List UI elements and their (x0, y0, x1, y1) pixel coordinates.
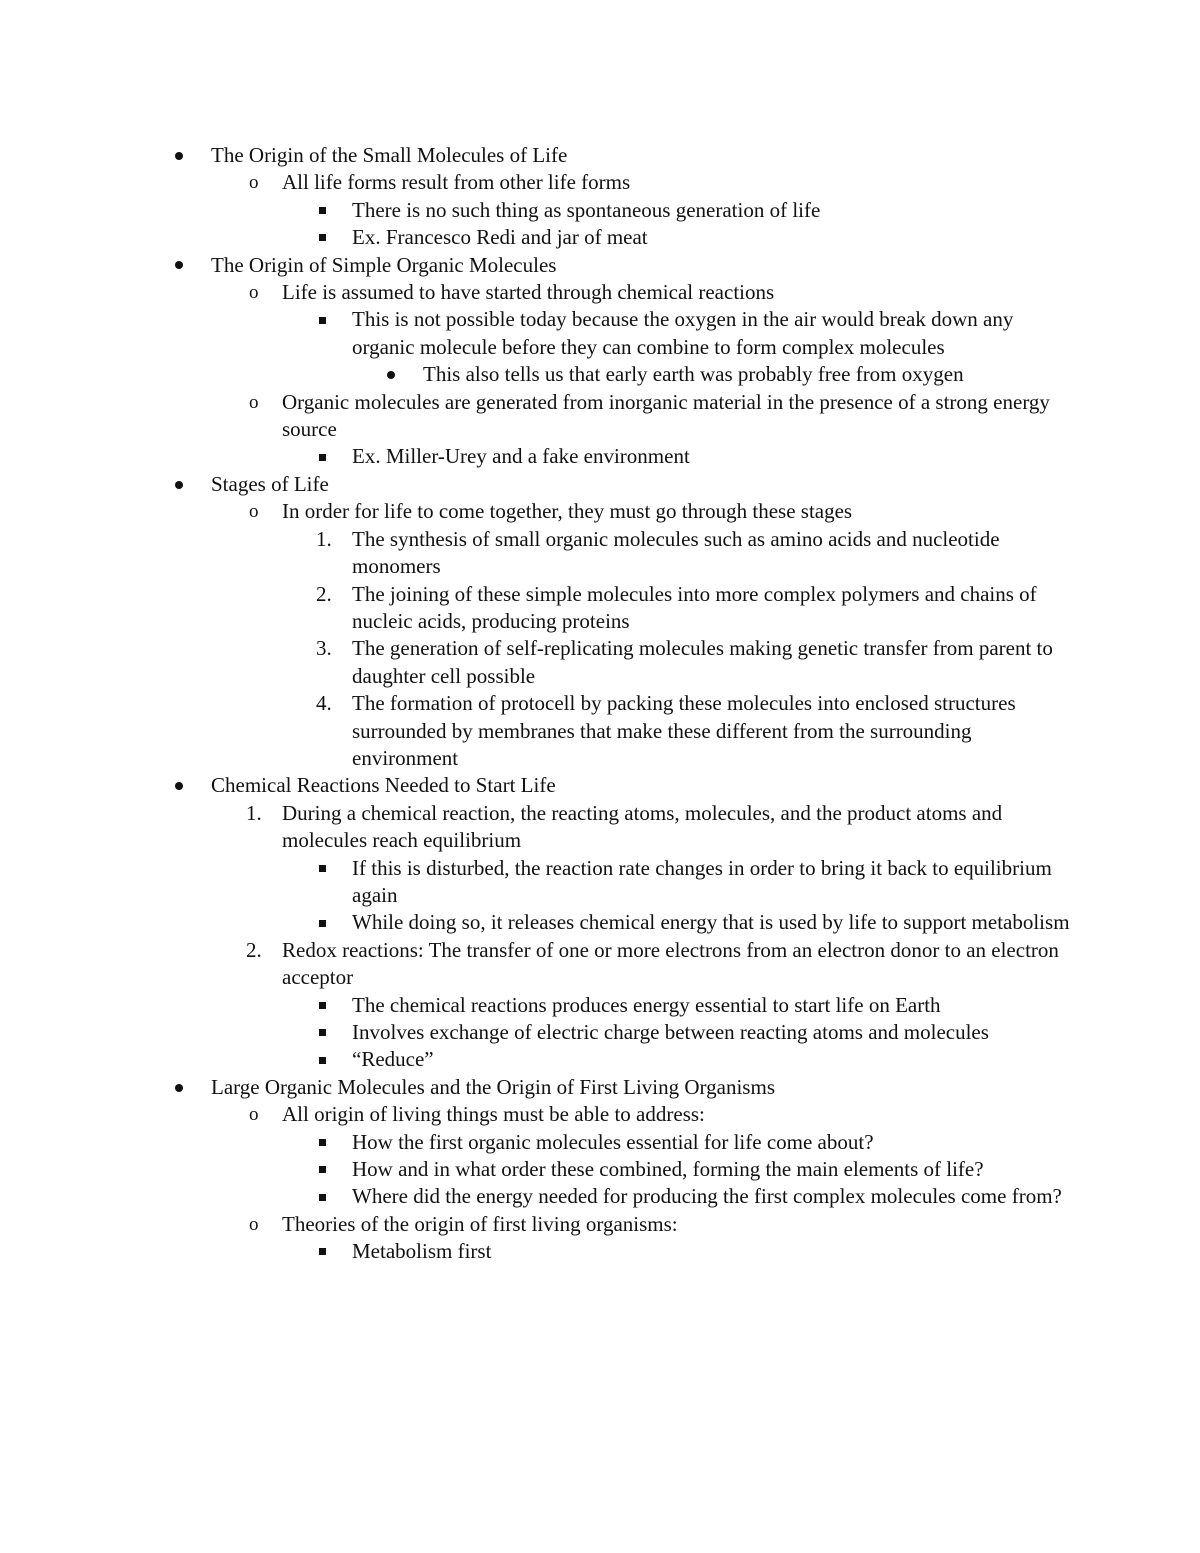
list-item-text: Metabolism first (352, 1239, 492, 1264)
list-item (0, 690, 1200, 772)
list-item (0, 1046, 1200, 1073)
list-item-text: This is not possible today because the oxygen in the air would break down any organic molecule before they can combine to form complex molecules (352, 307, 1014, 359)
list-item (0, 581, 1200, 636)
square-bullet-icon (319, 306, 326, 333)
hollow-o-bullet-icon: o (249, 501, 259, 523)
list-item-text: How and in what order these combined, forming the main elements of life? (352, 1157, 984, 1182)
list-item-text: Involves exchange of electric charge between reacting atoms and molecules (352, 1020, 989, 1044)
list-item (0, 1183, 1200, 1210)
hollow-o-bullet-icon: o (249, 282, 259, 304)
list-item (0, 361, 1200, 388)
list-item (0, 992, 1200, 1019)
square-bullet-icon (319, 1183, 326, 1210)
list-item-text: There is no such thing as spontaneous generation of life (352, 197, 821, 222)
filled-circle-bullet-icon (175, 471, 183, 498)
list-item (0, 389, 1200, 444)
square-bullet-icon (319, 224, 326, 251)
list-item-text: Ex. Francesco Redi and jar of meat (352, 225, 648, 250)
list-item (0, 1129, 1200, 1156)
square-bullet-icon (319, 1129, 326, 1156)
list-item-text: While doing so, it releases chemical energy that is used by life to support metabolism (352, 910, 1070, 935)
list-number: 1. (316, 526, 332, 551)
filled-circle-bullet-icon (175, 252, 183, 279)
square-bullet-icon (319, 1156, 326, 1183)
list-number: 2. (246, 937, 262, 962)
list-item (0, 498, 1200, 525)
list-item (0, 1238, 1200, 1265)
list-number: 1. (246, 800, 262, 825)
list-item (0, 635, 1200, 690)
square-bullet-icon (319, 1238, 326, 1265)
list-item-text: All life forms result from other life forms (282, 170, 631, 195)
list-item-text: “Reduce” (352, 1047, 434, 1072)
list-item (0, 526, 1200, 581)
list-item (0, 855, 1200, 910)
list-item-text: The Origin of the Small Molecules of Life (211, 143, 568, 167)
document-body (0, 142, 1200, 1266)
square-bullet-icon (319, 855, 326, 882)
list-number: 2. (316, 581, 332, 606)
list-item-text: If this is disturbed, the reaction rate changes in order to bring it back to equilibrium again (352, 855, 1052, 907)
list-item (0, 1101, 1200, 1128)
list-number: 4. (316, 691, 332, 716)
hollow-o-bullet-icon: o (249, 1104, 259, 1126)
list-item (0, 306, 1200, 361)
hollow-o-bullet-icon: o (249, 172, 259, 194)
hollow-o-bullet-icon: o (249, 1213, 259, 1235)
list-item (0, 772, 1200, 799)
list-item-text: Where did the energy needed for producing the first complex molecules come from? (352, 1184, 1062, 1209)
filled-circle-bullet-icon (175, 142, 183, 169)
list-item-text: The Origin of Simple Organic Molecules (211, 252, 557, 277)
list-item-text: The synthesis of small organic molecules such as amino acids and nucleotide monomers (352, 526, 1000, 579)
list-item (0, 471, 1200, 498)
hollow-o-bullet-icon: o (249, 391, 259, 413)
list-item (0, 224, 1200, 251)
list-item (0, 443, 1200, 470)
list-item (0, 909, 1200, 936)
list-item-text: Stages of Life (211, 471, 329, 496)
list-item-text: During a chemical reaction, the reacting atoms, molecules, and the product atoms and molecules reach equilibrium (282, 800, 1003, 853)
list-item-text: How the first organic molecules essential for life come about? (352, 1129, 874, 1154)
list-item-text: Ex. Miller-Urey and a fake environment (352, 444, 690, 469)
list-item (0, 800, 1200, 855)
list-item (0, 279, 1200, 306)
list-number: 3. (316, 636, 332, 661)
square-bullet-icon (319, 197, 326, 224)
list-item (0, 142, 1200, 169)
square-bullet-icon (319, 909, 326, 936)
list-item (0, 1211, 1200, 1238)
list-item (0, 1074, 1200, 1101)
list-item (0, 937, 1200, 992)
list-item (0, 169, 1200, 196)
square-bullet-icon (319, 992, 326, 1019)
list-item-text: Chemical Reactions Needed to Start Life (211, 773, 556, 798)
list-item-text: All origin of living things must be able to address: (282, 1102, 705, 1127)
list-item-text: The formation of protocell by packing these molecules into enclosed structures surrounded by membranes that make these different from the surrounding environment (352, 691, 1016, 770)
list-item-text: The joining of these simple molecules into more complex polymers and chains of nucleic acids, producing proteins (352, 581, 1037, 633)
list-item-text: The generation of self-replicating molecules making genetic transfer from parent to daughter cell possible (352, 636, 1053, 688)
list-item-text: Large Organic Molecules and the Origin of First Living Organisms (211, 1074, 775, 1099)
list-item-text: Redox reactions: The transfer of one or more electrons from an electron donor to an electron acceptor (282, 937, 1059, 990)
list-item (0, 252, 1200, 279)
list-item (0, 197, 1200, 224)
list-item-text: Life is assumed to have started through chemical reactions (282, 280, 775, 305)
list-item-text: Organic molecules are generated from inorganic material in the presence of a strong energy source (282, 389, 1050, 442)
filled-circle-bullet-icon (175, 1074, 183, 1101)
list-item-text: The chemical reactions produces energy essential to start life on Earth (352, 992, 941, 1017)
list-item-text: In order for life to come together, they must go through these stages (282, 499, 853, 524)
list-item-text: This also tells us that early earth was probably free from oxygen (423, 362, 964, 387)
square-bullet-icon (319, 1046, 326, 1073)
square-bullet-icon (319, 1019, 326, 1046)
filled-circle-bullet-icon (175, 772, 183, 799)
filled-circle-bullet-icon (387, 361, 395, 388)
list-item-text: Theories of the origin of first living organisms: (282, 1211, 678, 1236)
list-item (0, 1019, 1200, 1046)
square-bullet-icon (319, 443, 326, 470)
list-item (0, 1156, 1200, 1183)
